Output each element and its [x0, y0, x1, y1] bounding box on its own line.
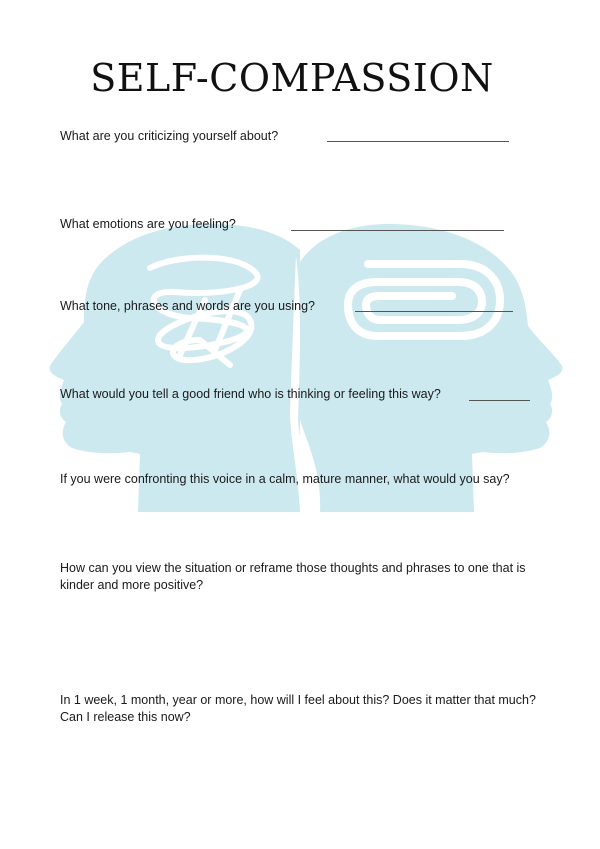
answer-line-1[interactable] — [327, 141, 509, 142]
answer-line-3[interactable] — [355, 311, 513, 312]
page-title: SELF-COMPASSION — [90, 56, 494, 100]
question-7: In 1 week, 1 month, year or more, how will I feel about this? Does it matter that much? Can I release this now? — [60, 693, 536, 724]
question-5: If you were confronting this voice in a calm, mature manner, what would you say? — [60, 472, 510, 486]
question-6: How can you view the situation or reframe those thoughts and phrases to one that is kinder and more positive? — [60, 561, 526, 592]
answer-line-4[interactable] — [469, 400, 530, 401]
question-2: What emotions are you feeling? — [60, 217, 236, 231]
question-4: What would you tell a good friend who is thinking or feeling this way? — [60, 387, 441, 401]
left-head-silhouette — [50, 224, 300, 512]
answer-line-2[interactable] — [291, 230, 504, 231]
question-1: What are you criticizing yourself about? — [60, 129, 279, 143]
question-3: What tone, phrases and words are you using? — [60, 299, 316, 313]
